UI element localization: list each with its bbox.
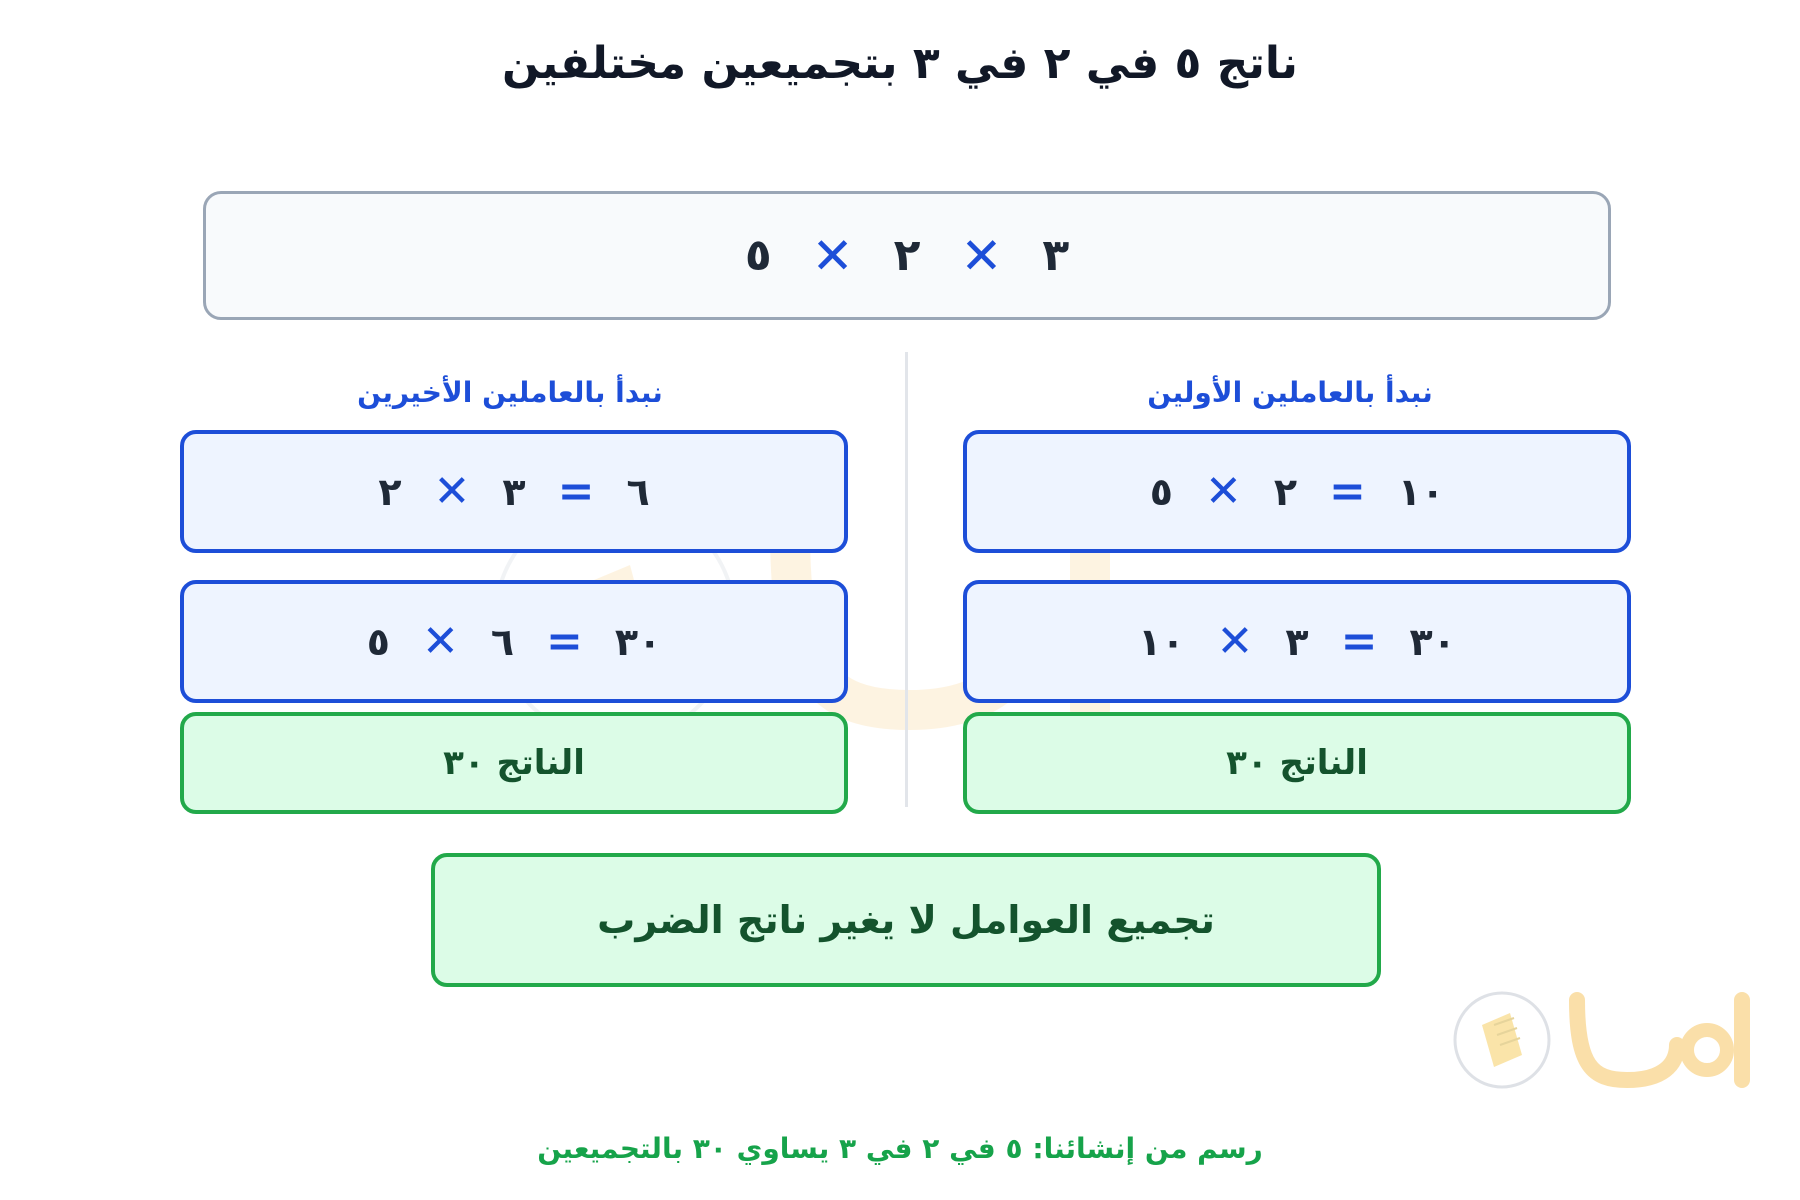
multiply-icon: ✕: [960, 226, 1003, 285]
right-step2-box: [963, 580, 1631, 703]
step-result: ٣٠: [1409, 619, 1456, 664]
right-column-header: نبدأ بالعاملين الأولين: [1147, 376, 1433, 409]
step-result: ٦: [626, 469, 650, 514]
equals-icon: =: [557, 465, 595, 517]
step-operand: ٢: [378, 469, 402, 514]
equals-icon: =: [546, 615, 583, 667]
step-result: ٣٠: [614, 619, 662, 664]
left-result-box: الناتج ٣٠: [180, 712, 848, 814]
left-step1-box: [180, 430, 848, 553]
step-operand: ٥: [366, 619, 390, 664]
right-step1-row: [1149, 465, 1445, 517]
left-step2-row: [366, 615, 662, 667]
left-step1-row: [378, 465, 650, 517]
expression-row: [744, 226, 1070, 285]
multiply-icon: ✕: [811, 226, 854, 285]
factor-a: ٥: [744, 230, 772, 281]
step-operand: ٣: [502, 469, 526, 514]
multiply-icon: ✕: [1204, 465, 1242, 517]
expression-box: [203, 191, 1611, 320]
column-divider: [905, 352, 908, 807]
multiply-icon: ✕: [421, 615, 459, 667]
step-operand: ٦: [490, 619, 515, 664]
step-operand: ٢: [1273, 469, 1298, 514]
conclusion-box: تجميع العوامل لا يغير ناتج الضرب: [431, 853, 1381, 987]
right-step2-row: [1138, 615, 1456, 667]
right-result-box: الناتج ٣٠: [963, 712, 1631, 814]
step-operand: ٣: [1285, 619, 1309, 664]
factor-b: ٢: [893, 230, 921, 281]
factor-c: ٣: [1042, 230, 1070, 281]
book-logo-icon: [1452, 980, 1772, 1095]
step-operand: ٥: [1149, 469, 1173, 514]
left-step2-box: [180, 580, 848, 703]
multiply-icon: ✕: [1216, 615, 1254, 667]
figure-caption: رسم من إنشائنا: ٥ في ٢ في ٣ يساوي ٣٠ بالتجميعين: [537, 1132, 1263, 1165]
multiply-icon: ✕: [433, 465, 471, 517]
left-column-header: نبدأ بالعاملين الأخيرين: [357, 376, 663, 409]
equals-icon: =: [1340, 615, 1378, 667]
step-operand: ١٠: [1138, 619, 1185, 664]
equals-icon: =: [1329, 465, 1366, 517]
step-result: ١٠: [1397, 469, 1445, 514]
diagram-title: ناتج ٥ في ٢ في ٣ بتجميعين مختلفين: [502, 38, 1298, 89]
right-step1-box: [963, 430, 1631, 553]
